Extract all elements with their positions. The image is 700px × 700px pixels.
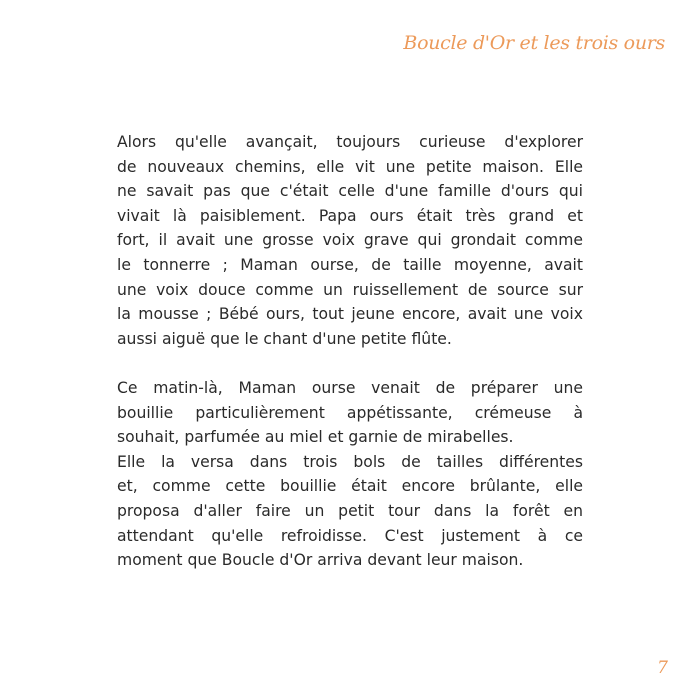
- text-line: et, comme cette bouillie était encore brûlante, elle: [117, 477, 583, 496]
- text-line: bouillie particulièrement appétissante, crémeuse à: [117, 403, 583, 422]
- text-line: Ce matin-là, Maman ourse venait de préparer une: [117, 378, 583, 397]
- body-text: [117, 130, 583, 573]
- text-line: Alors qu'elle avançait, toujours curieuse d'explorer: [117, 133, 583, 151]
- text-line: Elle la versa dans trois bols de tailles différentes: [117, 452, 583, 471]
- text-line: aussi aiguë que le chant d'une petite flûte.: [117, 329, 452, 348]
- text-line: le tonnerre ; Maman ourse, de taille moyenne, avait: [117, 255, 583, 274]
- page-number: 7: [657, 658, 668, 678]
- text-line: proposa d'aller faire un petit tour dans la forêt en: [117, 501, 583, 520]
- text-line: moment que Boucle d'Or arriva devant leur maison.: [117, 551, 524, 570]
- text-line: de nouveaux chemins, elle vit une petite maison. Elle: [117, 157, 583, 176]
- text-line: une voix douce comme un ruissellement de source sur: [117, 280, 583, 299]
- text-line: attendant qu'elle refroidisse. C'est justement à ce: [117, 526, 583, 545]
- text-line: fort, il avait une grosse voix grave qui grondait comme: [117, 231, 583, 250]
- text-line: souhait, parfumée au miel et garnie de mirabelles.: [117, 428, 514, 447]
- text-line: la mousse ; Bébé ours, tout jeune encore, avait une voix: [117, 305, 583, 324]
- text-line: ne savait pas que c'était celle d'une famille d'ours qui: [117, 182, 583, 201]
- text-line: vivait là paisiblement. Papa ours était très grand et: [117, 206, 583, 225]
- paragraph-2: [117, 376, 583, 573]
- running-header-title: Boucle d'Or et les trois ours: [403, 32, 665, 54]
- paragraph-1: [117, 130, 583, 351]
